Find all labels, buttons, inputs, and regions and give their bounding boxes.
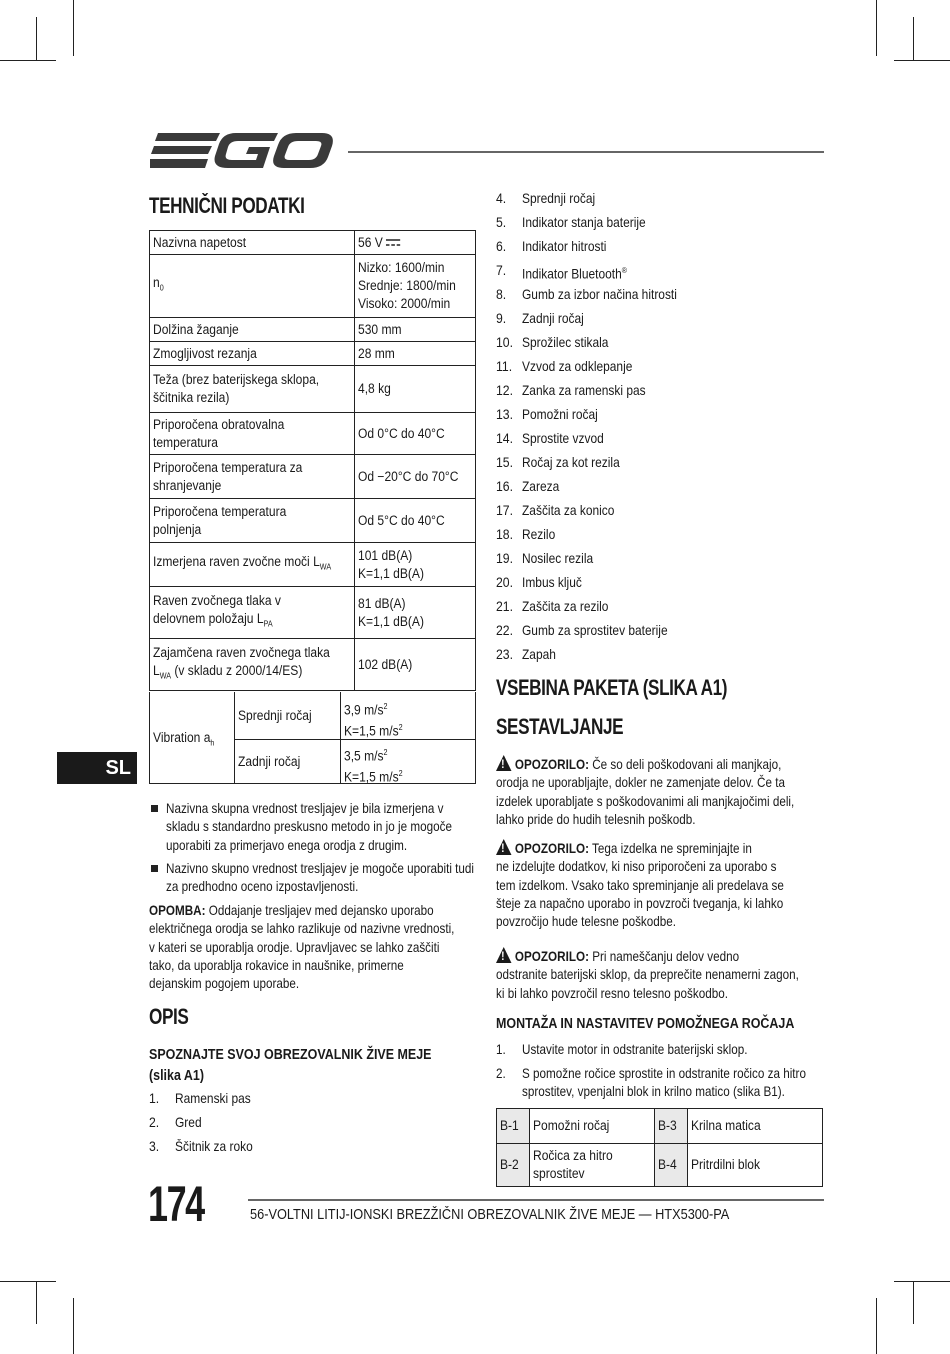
table-row [150, 318, 476, 342]
spec-value: 4,8 kg [354, 366, 475, 413]
spec-value: 81 dB(A) K=1,1 dB(A) [354, 587, 475, 639]
list-item: 12. Zanka za ramenski pas [496, 383, 646, 398]
spec-label: Zajamčena raven zvočnega tlaka $L_{WA}$ (v skladu z 2000/14/ES) [150, 639, 355, 691]
bullet-text: Nazivno skupno vrednost tresljajev je mogoče uporabiti tudi za predhodno oceno izpostavljenosti. [166, 861, 475, 895]
table-row [497, 1109, 823, 1144]
spec-value: Od 0°C do 40°C [354, 413, 475, 455]
vibration-label: Vibration $a_h$ [153, 730, 215, 748]
list-item: 19. Nosilec rezila [496, 551, 594, 566]
spec-label: Priporočena temperatura polnjenja [150, 499, 355, 543]
table-row [150, 342, 476, 366]
spec-value: Nizko: 1600/min Srednje: 1800/min Visoko: 2000/min [354, 255, 475, 318]
part-label: Krilna matica [688, 1109, 823, 1144]
list-item: 10. Sprožilec stikala [496, 335, 609, 350]
list-item: 9. Zadnji ročaj [496, 311, 584, 326]
crop-mark [894, 1281, 950, 1282]
list-item: 22. Gumb za sprostitev baterije [496, 623, 668, 638]
tech-spec-table [149, 230, 476, 691]
crop-mark [913, 1281, 914, 1324]
bullet-square-icon [151, 865, 158, 872]
note-paragraph: OPOMBA: Oddajanje tresljajev med dejansko uporabo električnega orodja se lahko razlikuje od nazivne vrednosti, v kateri se uporablja orodje. Upravljavec se lahko zaščiti tako, da uporablja rokavice in naušnike, primerne dejanskim pogojem uporabe. [149, 903, 455, 992]
footer-title: 56-VOLTNI LITIJ-IONSKI BREZŽIČNI OBREZOVALNIK ŽIVE MEJE — HTX5300-PA [250, 1207, 730, 1223]
tech-title: TEHNIČNI PODATKI [149, 193, 305, 218]
spec-label: Izmerjena raven zvočne moči $L_{WA}$ [150, 543, 355, 587]
spec-label: Priporočena temperatura za shranjevanje [150, 455, 355, 499]
crop-mark [876, 0, 877, 56]
crop-mark [876, 1298, 877, 1354]
list-item: 17. Zaščita za konico [496, 503, 615, 518]
parts-list-right [496, 190, 826, 670]
parts-list-left [149, 1090, 469, 1162]
part-label: Pomožni ročaj [530, 1109, 655, 1144]
montaza-title: MONTAŽA IN NASTAVITEV POMOŽNEGA ROČAJA [496, 1016, 795, 1032]
list-item: 7. Indikator Bluetooth® [496, 263, 627, 282]
list-item: 6. Indikator hitrosti [496, 239, 607, 254]
vibration-rear-value: 3,5 $m/s^2$ K=1,5 $m/s^2$ [344, 748, 403, 785]
list-item: 8. Gumb za izbor načina hitrosti [496, 287, 677, 302]
spec-label: Zmogljivost rezanja [150, 342, 355, 366]
vibration-rear-label: Zadnji ročaj [238, 754, 301, 769]
crop-mark [73, 0, 74, 56]
vibration-front-label: Sprednji ročaj [238, 708, 312, 723]
vibration-rear-value-cell [341, 740, 475, 783]
table-row [150, 499, 476, 543]
table-row [150, 413, 476, 455]
ego-logo [150, 130, 335, 172]
spec-label: $n_0$ [150, 255, 355, 318]
list-item: 5. Indikator stanja baterije [496, 215, 646, 230]
list-item: 20. Imbus ključ [496, 575, 582, 590]
warning-triangle-icon [496, 839, 511, 855]
step-item: 2. [496, 1066, 506, 1081]
list-item: 18. Rezilo [496, 527, 556, 542]
table-row [150, 255, 476, 318]
spec-value: Od 5°C do 40°C [354, 499, 475, 543]
bullet-square-icon [151, 805, 158, 812]
list-item: 13. Pomožni ročaj [496, 407, 598, 422]
crop-mark [0, 1281, 56, 1282]
spec-value: 530 mm [354, 318, 475, 342]
crop-mark [894, 60, 950, 61]
crop-mark [36, 1281, 37, 1324]
bullet-text: Nazivna skupna vrednost tresljajev je bila izmerjena v skladu s standardno preskusno metodo in jo je mogoče uporabiti za primerjavo enega orodja z drugim. [166, 801, 452, 853]
sestavljanje-title: SESTAVLJANJE [496, 714, 624, 739]
list-item: 16. Zareza [496, 479, 560, 494]
list-item: 23. Zapah [496, 647, 556, 662]
opis-subtitle: SPOZNAJTE SVOJ OBREZOVALNIK ŽIVE MEJE (slika A1) [149, 1047, 432, 1084]
part-label: Ročica za hitro sprostitev [530, 1144, 655, 1187]
table-row [150, 587, 476, 639]
spec-value: Od −20°C do 70°C [354, 455, 475, 499]
table-row [150, 639, 476, 691]
table-row [150, 543, 476, 587]
spec-value: 28 mm [354, 342, 475, 366]
warning-triangle-icon [496, 947, 511, 963]
step-text: S pomožne ročice sprostite in odstranite ročico za hitro sprostitev, vpenjalni blok in krilno matico (slika B1). [522, 1066, 806, 1100]
crop-mark [0, 60, 56, 61]
warning-triangle-icon [496, 755, 511, 771]
spec-label: Teža (brez baterijskega sklopa, ščitnika rezila) [150, 366, 355, 413]
dc-symbol-icon [386, 237, 400, 247]
language-tab [57, 752, 137, 784]
vsebina-title: VSEBINA PAKETA (SLIKA A1) [496, 675, 728, 700]
parts-table [496, 1108, 823, 1187]
vibration-front-value-cell [341, 692, 475, 740]
part-label: Pritrdilni blok [688, 1144, 823, 1187]
spec-label: Dolžina žaganje [150, 318, 355, 342]
part-code: B-3 [655, 1109, 688, 1144]
list-item: 3. Ščitnik za roko [149, 1139, 253, 1154]
part-code: B-2 [497, 1144, 530, 1187]
step-text: Ustavite motor in odstranite baterijski sklop. [522, 1042, 748, 1057]
table-row [497, 1144, 823, 1187]
opis-title: OPIS [149, 1004, 189, 1029]
page-number: 174 [148, 1176, 204, 1232]
spec-value: 102 dB(A) [354, 639, 475, 691]
footer-rule [248, 1199, 824, 1201]
step-item: 1. [496, 1042, 506, 1057]
crop-mark [73, 1298, 74, 1354]
vibration-label-cell [150, 692, 235, 783]
vibration-front-value: 3,9 $m/s^2$ K=1,5 $m/s^2$ [344, 702, 403, 739]
spec-value: 101 dB(A) K=1,1 dB(A) [354, 543, 475, 587]
header-rule [348, 151, 824, 153]
crop-mark [913, 17, 914, 60]
ego-logo-graphic [150, 130, 335, 172]
list-item: 2. Gred [149, 1115, 202, 1130]
list-item: 15. Ročaj za kot rezila [496, 455, 620, 470]
spec-label: Nazivna napetost [150, 231, 355, 255]
part-code: B-1 [497, 1109, 530, 1144]
language-tab-label: SL [105, 757, 131, 779]
spec-value: 56 V [354, 231, 475, 255]
part-code: B-4 [655, 1144, 688, 1187]
table-row [150, 231, 476, 255]
warning-paragraph: !OPOZORILO: Tega izdelka ne spreminjajte in ne izdelujte dodatkov, ki niso priporočeni za uporabo s tem izdelkom. Vsako tako spreminjanje ali predelava se šteje za napačno uporabo in povzroči tveganja, ki lahko povzročijo hude telesne poškodbe. [496, 839, 784, 931]
table-row [150, 366, 476, 413]
table-row [150, 455, 476, 499]
list-item: 4. Sprednji ročaj [496, 191, 596, 206]
warning-paragraph: !OPOZORILO: Če so deli poškodovani ali manjkajo, orodja ne uporabljajte, dokler ne zamenjate delov. Če ta izdelek uporabljate s poškodovanimi ali manjkajočimi deli, lahko pride do hudih telesnih poškodb. [496, 755, 794, 829]
vibration-rear-label-cell [235, 740, 341, 783]
spec-label: Raven zvočnega tlaka v delovnem položaju $L_{PA}$ [150, 587, 355, 639]
vibration-block [149, 692, 476, 784]
crop-mark [36, 17, 37, 60]
list-item: 21. Zaščita za rezilo [496, 599, 609, 614]
list-item: 1. Ramenski pas [149, 1091, 251, 1106]
spec-label: Priporočena obratovalna temperatura [150, 413, 355, 455]
warning-paragraph: !OPOZORILO: Pri nameščanju delov vedno odstranite baterijski sklop, da preprečite nenamerni zagon, ki bi lahko povzročil resno telesno poškodbo. [496, 947, 799, 1003]
vibration-front-label-cell [235, 692, 341, 740]
list-item: 11. Vzvod za odklepanje [496, 359, 633, 374]
list-item: 14. Sprostite vzvod [496, 431, 604, 446]
